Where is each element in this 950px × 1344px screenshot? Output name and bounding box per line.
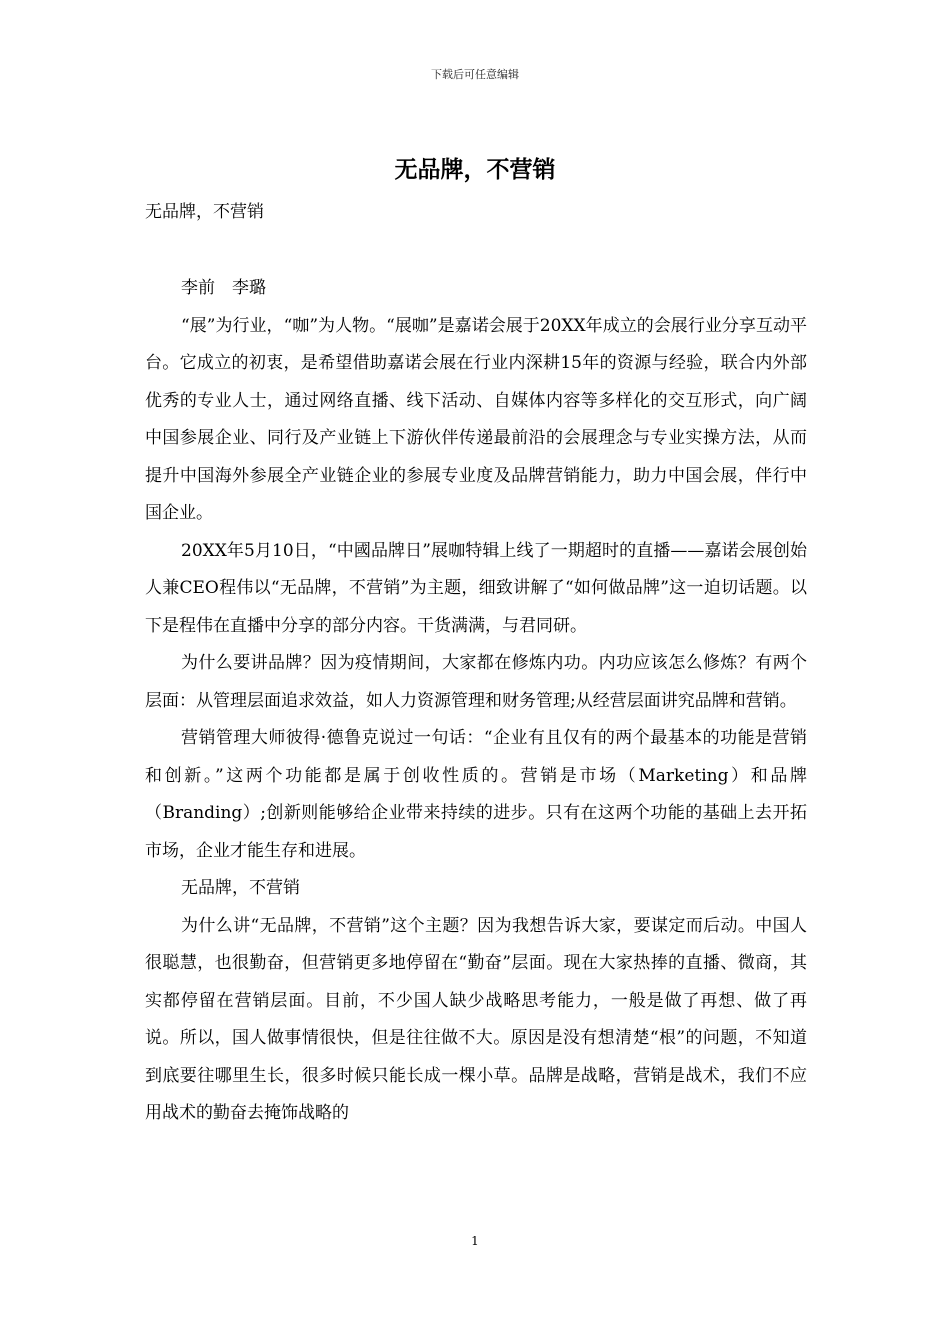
document-subtitle: 无品牌，不营销: [145, 202, 264, 222]
paragraph-why-brand: 为什么要讲品牌？因为疫情期间，大家都在修炼内功。内功应该怎么修炼？有两个层面：从管理层面追求效益，如人力资源管理和财务管理;从经营层面讲究品牌和营销。: [145, 653, 807, 711]
page-number: 1: [471, 1234, 479, 1248]
paragraph-strategy: 为什么讲“无品牌，不营销”这个主题？因为我想告诉大家，要谋定而后动。中国人很聪慧，也很勤奋，但营销更多地停留在“勤奋”层面。现在大家热捧的直播、微商，其实都停留在营销层面。目前，不少国人缺少战略思考能力，一般是做了再想、做了再说。所以，国人做事情很快，但是往往做不大。原因是没有想清楚“根”的问题，不知道到底要往哪里生长，很多时候只能长成一棵小草。品牌是战略，营销是战术，我们不应用战术的勤奋去掩饰战略的: [145, 915, 807, 1123]
paragraph-intro: “展”为行业，“咖”为人物。“展咖”是嘉诺会展于20XX年成立的会展行业分享互动平台。它成立的初衷，是希望借助嘉诺会展在行业内深耕15年的资源与经验，联合内外部优秀的专业人士，通过网络直播、线下活动、自媒体内容等多样化的交互形式，向广阔中国参展企业、同行及产业链上下游伙伴传递最前沿的会展理念与专业实操方法，从而提升中国海外参展全产业链企业的参展专业度及品牌营销能力，助力中国会展，伴行中国企业。: [145, 315, 807, 523]
paragraph-drucker: 营销管理大师彼得·德鲁克说过一句话：“企业有且仅有的两个最基本的功能是营销和创新。”这两个功能都是属于创收性质的。营销是市场（Marketing）和品牌（Branding）;创新则能够给企业带来持续的进步。只有在这两个功能的基础上去开拓市场，企业才能生存和进展。: [145, 728, 807, 861]
document-title: 无品牌，不营销: [394, 157, 556, 183]
header-note: 下载后可任意编辑: [431, 68, 519, 81]
paragraph-event: 20XX年5月10日，“中國品牌日”展咖特辑上线了一期超时的直播——嘉诺会展创始人兼CEO程伟以“无品牌，不营销”为主题，细致讲解了“如何做品牌”这一迫切话题。以下是程伟在直播中分享的部分内容。干货满满，与君同研。: [145, 540, 807, 636]
section-heading: 无品牌，不营销: [181, 878, 300, 898]
document-body: [145, 270, 807, 1133]
author-line: 李前 李璐: [181, 278, 266, 298]
